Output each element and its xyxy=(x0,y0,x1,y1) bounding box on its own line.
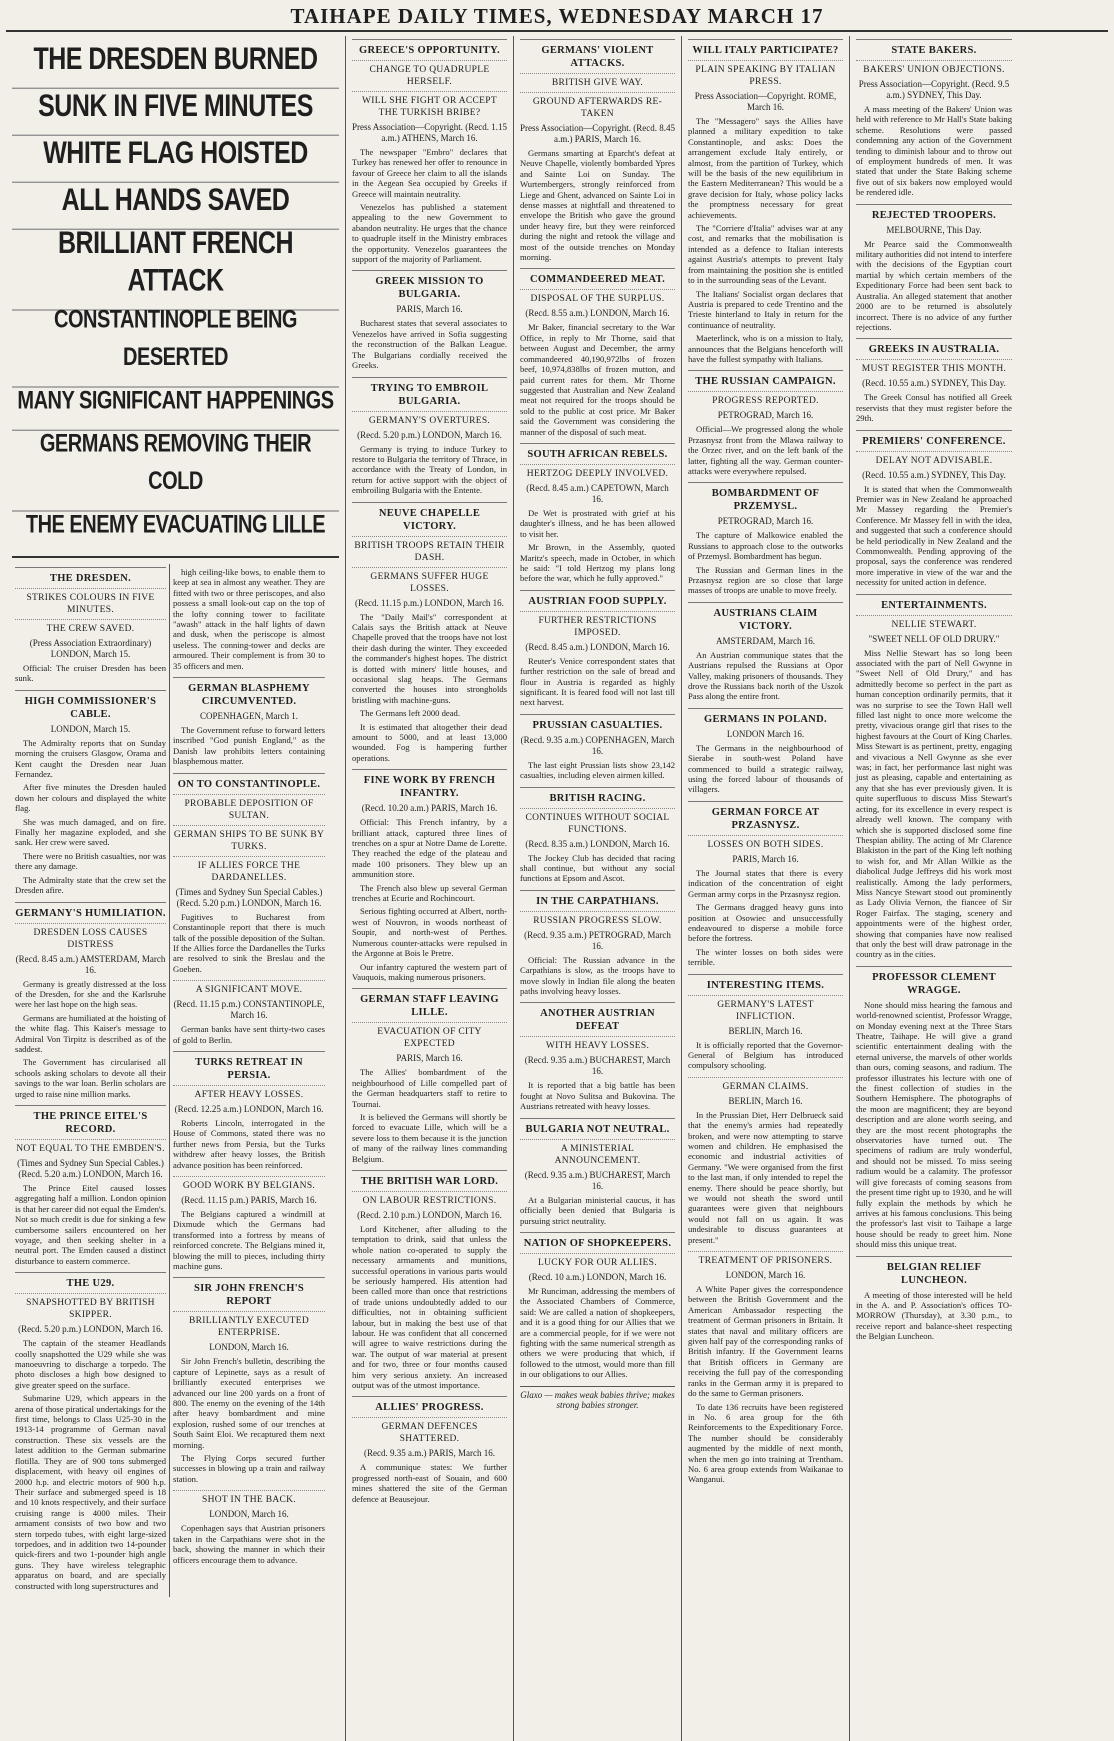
story-headline: COMMANDEERED MEAT. xyxy=(520,268,675,286)
story-subheading: CONTINUES WITHOUT SOCIAL FUNCTIONS. xyxy=(520,808,675,836)
story-paragraph: Mr Pearce said the Commonwealth military authorities did not intend to interfere with the decisions of the Egyptian court martial by which certain members of the Expeditionary Force had been sent back to Australia. An alleged statement that another 2000 are to be returned is absolutely incorrect. There is no advice of any further rejections. xyxy=(856,238,1012,332)
story-subheading: BRILLIANTLY EXECUTED ENTERPRISE. xyxy=(173,1311,325,1339)
story-paragraph: German banks have sent thirty-two cases of gold to Berlin. xyxy=(173,1024,325,1045)
story-dateline: Press Association—Copyright. (Recd. 8.45 a.m.) PARIS, March 16. xyxy=(520,123,675,144)
story-headline: STATE BAKERS. xyxy=(856,39,1012,57)
story-headline: AUSTRIAN FOOD SUPPLY. xyxy=(520,590,675,608)
story-subheading: GERMAN CLAIMS. xyxy=(688,1077,843,1093)
story-subheading: NOT EQUAL TO THE EMBDEN'S. xyxy=(15,1139,166,1155)
story-dateline: Press Association—Copyright. (Recd. 1.15 a.m.) ATHENS, March 16. xyxy=(352,122,507,143)
story-dateline: LONDON, March 16. xyxy=(209,1509,289,1520)
story-paragraph: None should miss hearing the famous and world-renowned scientist, Professor Wragge, on Monday evening next at the Three Stars Theatre, Taihape. He will give a grand scientific entertainment dealing with the eternal universe, the marvels of other worlds than ours, coming seasons, and radium. The professor illustrates his lecture with one of the finest collection of studies in the Southern Hemisphere. The photographs of the moon are magnificent; they are beyond description and are alone worth seeing, and they are the most recent photographs the observatories have turned out. The specimens of radium are truly wonderful, and should not be missed. To miss seeing radium would be a calamity. The professor will give forecasts of coming seasons from the present time right up to 1930, and he will fully explain the methods by which he arrives at his famous conclusions. This being the professor's last visit to Taihape a large house should be ready to greet him. None should miss this unique treat. xyxy=(856,999,1012,1250)
news-story xyxy=(688,801,843,968)
story-paragraph: Miss Nellie Stewart has so long been associated with the part of Nell Gwynne in "Sweet Nell of Old Drury," and has admittedly become so perfect in the part as human conception ordinarily permits, that it was no surprise to see the Town Hall well filled last night to once more welcome the pretty, vivacious orange girl that rises to the highest favours at the Court of King Charles. Miss Stewart is as pertinent, pretty, engaging and vivacious a Nell Gwynne as she ever was; in fact, her performance last night was just as pleasing, capable and entertaining as any that she has ever previously given. It is quite superfluous to discuss Miss Stewart's acting, for its excellence in every respect is already well known. The company with which she is supported disclosed some fine Thespian ability. The acting of Mr Clarence Blakiston in the part of the King left nothing to wish for, and Mr Allan Wilkie as the diabolical Judge Jeffreys did his work most realistically. Among the lady performers, Miss Nancye Stewart stood out prominently as Lady Olivia Vernon, the fiancee of Sir Roger Fairfax. The staging, scenery and appointments were of the highest order, showing that companies have now realised that only the best will draw patronage in the country as in the cities. xyxy=(856,647,1012,960)
story-subheading: STRIKES COLOURS IN FIVE MINUTES. xyxy=(15,588,166,616)
story-dateline: (Recd. 5.20 p.m.) LONDON, March 16. xyxy=(18,1324,163,1335)
news-story xyxy=(520,443,675,584)
story-dateline: LONDON March 16. xyxy=(726,728,805,739)
story-paragraph: An Austrian communique states that the Austrians repulsed the Russians at Opor Valley, making prisoners of thousands. They drove the Russians back north of the Uszok Pass along the entire front. xyxy=(688,649,843,702)
news-story xyxy=(520,268,675,436)
story-paragraph: Official: The Russian advance in the Carpathians is slow, as the troops have to move slowly in Indian file along the beaten paths involving heavy losses. xyxy=(520,954,675,997)
story-subheading: EVACUATION OF CITY EXPECTED xyxy=(352,1022,507,1050)
news-story xyxy=(520,1118,675,1226)
headline: THE ENEMY EVACUATING LILLE xyxy=(25,511,326,539)
story-paragraph: The Allies' bombardment of the neighbourhood of Lille compelled part of the German headquarters staff to retire to Tournai. xyxy=(352,1067,507,1109)
story-paragraph: Reuter's Venice correspondent states that further restriction on the sale of bread and flour in Austria is regarded as highly significant. It is feared food will not last till next harvest. xyxy=(520,655,675,708)
news-story xyxy=(688,482,843,595)
story-headline: ANOTHER AUSTRIAN DEFEAT xyxy=(520,1002,675,1033)
headline: MANY SIGNIFICANT HAPPENINGS xyxy=(12,372,339,431)
story-paragraph: She was much damaged, and on fire. Finally her magazine exploded, and she sank. Her crew were saved. xyxy=(15,816,166,848)
story-headline: GREECE'S OPPORTUNITY. xyxy=(352,39,507,57)
story-paragraph: Fugitives to Bucharest from Constantinople report that there is much talk of the possible deposition of the Sultan. If the Allies force the Dardanelles the Turks are resolved to sink the Breslau and the Goeben. xyxy=(173,911,325,974)
story-paragraph: The last eight Prussian lists show 23,142 casualties, including eleven airmen killed. xyxy=(520,759,675,781)
story-headline: THE PRINCE EITEL'S RECORD. xyxy=(15,1105,166,1136)
story-dateline: Press Association—Copyright. (Recd. 9.5 a.m.) SYDNEY, This Day. xyxy=(858,79,1010,100)
story-headline: GREEKS IN AUSTRALIA. xyxy=(856,338,1012,356)
story-dateline: (Recd. 10 a.m.) LONDON, March 16. xyxy=(528,1271,667,1282)
news-story xyxy=(352,270,507,370)
story-subheading: BRITISH GIVE WAY. xyxy=(520,73,675,89)
news-story xyxy=(15,567,166,684)
story-headline: TRYING TO EMBROIL BULGARIA. xyxy=(352,377,507,408)
news-story xyxy=(173,773,325,974)
story-paragraph: It is believed the Germans will shortly be forced to evacuate Lille, which will be a severe loss to them because it is the junction of many of the railway lines commanding Belgium. xyxy=(352,1111,507,1164)
news-story xyxy=(15,690,166,896)
story-paragraph: The Admiralty state that the crew set the Dresden afire. xyxy=(15,874,166,896)
story-headline: NEUVE CHAPELLE VICTORY. xyxy=(352,502,507,533)
story-paragraph: Lord Kitchener, after alluding to the temptation to drink, said that unless the whole nation co-operated to supply the necessary armaments and munitions, successful operations in various parts would be seriously hampered. His attention had been called more than once that restrictions of trade unions undoubtedly added to our difficulties, not in obtaining sufficient labour, but in making the best use of that labour. He was confident that all concerned will agree to waive restrictions during the war. The output of war material at present and for two, three or four months caused him very serious anxiety. An increased output was of the utmost importance. xyxy=(352,1223,507,1391)
headline: CONSTANTINOPLE BEING DESERTED xyxy=(12,291,339,387)
story-paragraph: The "Messagero" says the Allies have planned a military expedition to take Constantinople, and asks: Does the arrangement exclude Italy entirely, or almost, from the partition of Turkey, which will be the basis of the new equilibrium in the Eastern Mediterranean? This would be a grave decision for Italy, whose policy lacks the promptness necessary for great achievements. xyxy=(688,116,843,220)
story-headline: FINE WORK BY FRENCH INFANTRY. xyxy=(352,769,507,800)
story-dateline: (Recd. 11.15 p.m.) CONSTANTINOPLE, March 16. xyxy=(173,999,325,1021)
story-dateline: PETROGRAD, March 16. xyxy=(717,516,814,527)
story-paragraph: The "Corriere d'Italia" advises war at any cost, and remarks that the mobilisation is intended as a defence to Italian interests against Austria's attempts to prevent Italy from maintaining the position she is entitled to in the surrounding seas of the Levant. xyxy=(688,223,843,286)
headline: BRILLIANT FRENCH ATTACK xyxy=(12,214,339,310)
story-dateline: BERLIN, March 16. xyxy=(728,1025,803,1036)
story-paragraph: A meeting of those interested will be held in the A. and P. Association's offices TO-MORROW (Thursday), at 3.30 p.m., to receive report and balance-sheet respecting the Belgian Luncheon. xyxy=(856,1289,1012,1342)
story-paragraph: Germany is trying to induce Turkey to restore to Bulgaria the territory of Thrace, in accordance with the Treaty of London, in return for active support with the object of embroiling Bulgaria with the Entente. xyxy=(352,443,507,496)
story-paragraph: Our infantry captured the western part of Vauquois, making numerous prisoners. xyxy=(352,961,507,982)
story-headline: PROFESSOR CLEMENT WRAGGE. xyxy=(856,966,1012,997)
story-dateline: (Recd. 11.15 p.m.) LONDON, March 16. xyxy=(355,597,504,608)
news-story xyxy=(352,1396,507,1504)
story-headline: BOMBARDMENT OF PRZEMYSL. xyxy=(688,482,843,513)
story-headline: THE DRESDEN. xyxy=(15,567,166,585)
story-dateline: COPENHAGEN, March 1. xyxy=(200,711,298,722)
story-paragraph: The Prince Eitel caused losses aggregating half a million. London opinion is that her career did not equal the Emden's. Not so much credit is due for sinking a few cumbersome sailers encountered on her voyage, and then seeking shelter in a neutral port. The Emden caused a distinct disturbance to eastern commerce. xyxy=(15,1182,166,1266)
story-headline: BRITISH RACING. xyxy=(520,787,675,805)
story-headline: THE BRITISH WAR LORD. xyxy=(352,1170,507,1188)
story-subheading: RUSSIAN PROGRESS SLOW. xyxy=(520,911,675,927)
story-paragraph: There were no British casualties, nor was there any damage. xyxy=(15,850,166,872)
column-4 xyxy=(682,36,850,1741)
news-story xyxy=(173,1277,325,1484)
story-paragraph: Mr Brown, in the Assembly, quoted Maritz's speech, made in October, in which he said: "I told Hertzog my plans long before the war, which he fully approved." xyxy=(520,542,675,584)
story-paragraph: Germany is greatly distressed at the loss of the Dresden, for she and the Karlsruhe were her last hope on the high seas. xyxy=(15,978,166,1010)
columns xyxy=(6,36,1108,1741)
story-subheading: BRITISH TROOPS RETAIN THEIR DASH. xyxy=(352,536,507,564)
story-paragraph: The newspaper "Embro" declares that Turkey has renewed her offer to renounce in favour of Greece her claim to all the islands in the Aegean Sea occupied by Greeks if Greece will maintain neutrality. xyxy=(352,147,507,199)
news-story xyxy=(520,890,675,997)
story-subheading: PROGRESS REPORTED. xyxy=(688,391,843,407)
column-1a xyxy=(12,564,170,1597)
story-subheading: WILL SHE FIGHT OR ACCEPT THE TURKISH BRIBE? xyxy=(352,91,507,119)
story-headline: THE RUSSIAN CAMPAIGN. xyxy=(688,370,843,388)
story-headline: GERMANS' VIOLENT ATTACKS. xyxy=(520,39,675,70)
news-story xyxy=(856,594,1012,960)
story-dateline: (Recd. 9.35 a.m.) COPENHAGEN, March 16. xyxy=(520,734,675,756)
story-subheading: HERTZOG DEEPLY INVOLVED. xyxy=(520,464,675,480)
column-2 xyxy=(346,36,514,1741)
story-paragraph: The Belgians captured a windmill at Dixmude which the Germans had transformed into a fortress by means of reinforced concrete. The Belgians mined it, blowing the mill to pieces, including thirty machine guns. xyxy=(173,1208,325,1271)
story-subheading: DRESDEN LOSS CAUSES DISTRESS xyxy=(15,923,166,951)
story-subheading: BAKERS' UNION OBJECTIONS. xyxy=(856,60,1012,76)
story-dateline: (Recd. 10.55 a.m.) SYDNEY, This Day. xyxy=(862,469,1006,480)
story-paragraph: The Admiralty reports that on Sunday morning the cruisers Glasgow, Orama and Kent caught the Dresden near Juan Fernandez. xyxy=(15,737,166,780)
news-story xyxy=(688,1251,843,1485)
column-5 xyxy=(850,36,1018,1741)
news-story xyxy=(856,39,1012,198)
story-paragraph: A mass meeting of the Bakers' Union was held with reference to Mr Hall's State baking scheme. Resolutions were passed condemning any action of the Government tending to diminish labour and to throw out of employment hundreds of men. It was stated that under the State Baking scheme five out of six bakers now employed would be rendered idle. xyxy=(856,104,1012,198)
story-dateline: LONDON, March 16. xyxy=(725,1270,806,1281)
glaxo-advert: Glaxo — makes weak babies thrive; makes strong babies stronger. xyxy=(520,1386,675,1410)
story-headline: ENTERTAINMENTS. xyxy=(856,594,1012,612)
news-story xyxy=(520,590,675,708)
story-paragraph: The Germans left 2000 dead. xyxy=(360,708,460,719)
story-dateline: LONDON, March 16. xyxy=(209,1342,289,1353)
story-paragraph: Bucharest states that several associates to Venezelos have arrived in Sofia suggesting the reconstruction of the Balkan League. The Bulgarians cordially received the Greeks. xyxy=(352,318,507,371)
story-headline: PRUSSIAN CASUALTIES. xyxy=(520,714,675,732)
story-paragraph: In the Prussian Diet, Herr Delbrueck said that the enemy's armies had repeatedly broken, and were now attempting to starve women and children. He emphasised the economic and industrial activities of Germany. "We were organised from the first to the last man, if only intended to repel the enemy. There should be peace shortly, but we would not sheath the sword until guarantees were given that neighbours would not fall on us again. It was undesirable to discuss guarantees at present." xyxy=(688,1109,843,1245)
story-subheading: ON LABOUR RESTRICTIONS. xyxy=(352,1191,507,1207)
news-story xyxy=(688,708,843,795)
story-headline: SIR JOHN FRENCH'S REPORT xyxy=(173,1277,325,1308)
story-paragraph: Mr Baker, financial secretary to the War Office, in reply to Mr Thorne, said that between August and December, the army commandeered 40,190,972lbs of frozen beef, 10,974,838lbs of frozen mutton, and paid current rates for them. Mr Thorne suggested that Australian and New Zealand meat not required for the troops should be sold to the public at cost price. Mr Baker said the Government was considering the manner of the disposal of such meat. xyxy=(520,322,675,437)
news-story xyxy=(856,430,1012,588)
story-paragraph: The "Daily Mail's" correspondent at Calais says the British attack at Neuve Chapelle proved that the troops have not lost their dash during the winter. They exceeded the commander's highest hopes. The district is dotted with miners' little houses, and occasional slag heaps. The Germans converted the houses into strongholds bristling with machine-guns. xyxy=(352,611,507,705)
story-dateline: (Recd. 2.10 p.m.) LONDON, March 16. xyxy=(357,1209,502,1220)
news-story xyxy=(352,988,507,1164)
story-subheading: DISPOSAL OF THE SURPLUS. xyxy=(520,289,675,305)
news-story xyxy=(520,1232,675,1380)
story-paragraph: Serious fighting occurred at Albert, north-west of Nouvron, in woods northeast of Soupir, and north-west of Perthes. Numerous counter-attacks were repulsed in the Argonne at Bois le Pretre. xyxy=(352,906,507,959)
story-headline: HIGH COMMISSIONER'S CABLE. xyxy=(15,690,166,721)
headline: ALL HANDS SAVED xyxy=(12,171,339,230)
story-paragraph: Germans are humiliated at the hoisting of the white flag. This Kaiser's message to Admiral Von Tirpitz is described as of the saddest. xyxy=(15,1012,166,1054)
story-paragraph: Mr Runciman, addressing the members of the Associated Chambers of Commerce, said: We are called a nation of shopkeepers, and it is a good thing for our Allies that we are a commercial people, for if we were not fighting with the same numerical strength as others we were producing that which, if followed to the utmost, would more than fill in our obligations to our Allies. xyxy=(520,1285,675,1380)
news-story xyxy=(856,966,1012,1250)
news-story xyxy=(173,1176,325,1271)
story-dateline: (Recd. 10.55 a.m.) SYDNEY, This Day. xyxy=(862,378,1006,389)
story-paragraph: Venezelos has published a statement appealing to the new Government to abandon neutrality. He urges that the chance to quadruple itself in the Ministry embraces the opportunity. Venezelos guarantees the support of the majority of Parliament. xyxy=(352,202,507,265)
story-headline: GREEK MISSION TO BULGARIA. xyxy=(352,270,507,301)
story-subheading: NELLIE STEWART. xyxy=(856,615,1012,631)
story-paragraph: It is officially reported that the Governor-General of Belgium has introduced compulsory schooling. xyxy=(688,1039,843,1071)
story-dateline: (Recd. 11.15 p.m.) PARIS, March 16. xyxy=(181,1194,317,1205)
story-subheading: DELAY NOT ADVISABLE. xyxy=(856,451,1012,467)
story-subheading: THE CREW SAVED. xyxy=(15,619,166,635)
story-dateline: AMSTERDAM, March 16. xyxy=(716,635,815,646)
story-paragraph: The Germans in the neighbourhood of Sierabe in south-west Poland have commenced to build a strategic railway, using the forced labour of thousands of villagers. xyxy=(688,742,843,795)
news-story xyxy=(688,370,843,476)
story-dateline: PARIS, March 16. xyxy=(732,853,799,864)
news-story xyxy=(688,602,843,702)
news-story xyxy=(520,787,675,884)
news-story xyxy=(173,980,325,1045)
story-dateline: (Recd. 8.45 a.m.) LONDON, March 16. xyxy=(525,641,670,652)
story-paragraph: Roberts Lincoln, interrogated in the House of Commons, stated there was no further news from Persia, but the Turks withdrew after heavy losses, the British advance position has been reinforced. xyxy=(173,1117,325,1170)
story-dateline: (Recd. 9.35 a.m.) PARIS, March 16. xyxy=(364,1448,495,1459)
story-paragraph: The winter losses on both sides were terrible. xyxy=(688,946,843,968)
story-headline: GERMANS IN POLAND. xyxy=(688,708,843,726)
column-1-subcolumns xyxy=(12,564,339,1597)
headline: WHITE FLAG HOISTED xyxy=(12,124,339,183)
news-story xyxy=(352,769,507,982)
story-paragraph: The Germans dragged heavy guns into position at Osowiec and unsuccessfully endeavoured to disperse a mobile force before the fortress. xyxy=(688,902,843,944)
story-paragraph: Sir John French's bulletin, describing the capture of Lepinette, says as a result of brilliantly executed enterprises we advanced our line 200 yards on a front of 800. The enemy on the evening of the 14th after heavy bombardment and mine explosion, rushed some of our trenches at South Saint Eloi. We recaptured them next morning. xyxy=(173,1356,325,1450)
story-headline: SOUTH AFRICAN REBELS. xyxy=(520,443,675,461)
story-paragraph: The Journal states that there is every indication of the concentration of eight German army corps in the Przasnysz region. xyxy=(688,867,843,899)
story-dateline: (Recd. 8.55 a.m.) LONDON, March 16. xyxy=(525,308,670,319)
news-story xyxy=(15,1105,166,1266)
story-dateline: (Recd. 9.35 a.m.) BUCHAREST, March 16. xyxy=(524,1055,671,1077)
story-headline: THE U29. xyxy=(15,1272,166,1290)
story-headline: ALLIES' PROGRESS. xyxy=(352,1396,507,1414)
news-story xyxy=(352,39,507,264)
story-dateline: (Recd. 8.45 a.m.) CAPETOWN, March 16. xyxy=(526,482,669,504)
story-paragraph: The Government has circularised all schools asking scholars to devote all their savings to the war loan. Berlin scholars are urged to raise nine million marks. xyxy=(15,1057,166,1099)
story-dateline: (Recd. 9.35 a.m.) BUCHAREST, March 16. xyxy=(524,1169,671,1191)
story-paragraph: Copenhagen says that Austrian prisoners taken in the Carpathians were shot in the back, showing the manner in which their officers encourage them to advance. xyxy=(173,1523,325,1565)
story-subheading: FURTHER RESTRICTIONS IMPOSED. xyxy=(520,611,675,639)
story-headline: ON TO CONSTANTINOPLE. xyxy=(173,773,325,791)
story-headline: BULGARIA NOT NEUTRAL. xyxy=(520,1118,675,1136)
story-headline: PREMIERS' CONFERENCE. xyxy=(856,430,1012,448)
story-paragraph: Maeterlinck, who is on a mission to Italy, announces that the Belgians henceforth will have the fullest sympathy with Italians. xyxy=(688,333,843,364)
story-headline: WILL ITALY PARTICIPATE? xyxy=(688,39,843,57)
story-headline: GERMAN BLASPHEMY CIRCUMVENTED. xyxy=(173,677,325,708)
story-dateline: (Recd. 8.45 a.m.) AMSTERDAM, March 16. xyxy=(15,953,166,975)
story-dateline: (Recd. 8.35 a.m.) LONDON, March 16. xyxy=(525,838,670,849)
news-story xyxy=(856,338,1012,423)
story-paragraph: At a Bulgarian ministerial caucus, it has officially been denied that Bulgaria is pursuing strict neutrality. xyxy=(520,1194,675,1226)
story-subheading: GERMAN SHIPS TO BE SUNK BY TURKS. xyxy=(173,825,325,853)
news-story xyxy=(520,1002,675,1111)
story-subheading: CHANGE TO QUADRUPLE HERSELF. xyxy=(352,60,507,88)
story-paragraph: To date 136 recruits have been registered in No. 6 area group for the 6th Reinforcements to the Expeditionary Force. The number should be considerably augmented by the middle of next month, when the men go into training at Trentham. No. 6 area group extends from Waikanae to Wanganui. xyxy=(688,1401,843,1485)
story-dateline: MELBOURNE, This Day. xyxy=(886,224,982,235)
story-subheading: PLAIN SPEAKING BY ITALIAN PRESS. xyxy=(688,60,843,88)
story-headline: NATION OF SHOPKEEPERS. xyxy=(520,1232,675,1250)
story-subheading: LUCKY FOR OUR ALLIES. xyxy=(520,1253,675,1269)
story-headline: INTERESTING ITEMS. xyxy=(688,974,843,992)
story-paragraph: A White Paper gives the correspondence between the British Government and the American Ambassador respecting the treatment of German prisoners in Britain. It states that naval and military officers are given half pay of the corresponding ranks of British infantry. If the Government learns that British officers in Germany are receiving the full pay of the corresponding ranks in the German army it is prepared to do the same to German prisoners. xyxy=(688,1284,843,1399)
story-dateline: (Times and Sydney Sun Special Cables.) (Recd. 5.20 a.m.) LONDON, March 16. xyxy=(17,1157,164,1179)
story-headline: REJECTED TROOPERS. xyxy=(856,204,1012,222)
story-paragraph: The Greek Consul has notified all Greek reservists that they must register before the 29th. xyxy=(856,392,1012,424)
story-subheading: GROUND AFTERWARDS RE-TAKEN xyxy=(520,92,675,120)
story-paragraph: It is estimated that altogether their dead amount to 5000, and at least 13,000 wounded. Fog is hampering further operations. xyxy=(352,721,507,763)
news-story xyxy=(15,1272,166,1591)
story-paragraph: high ceiling-like bows, to enable them to keep at sea in almost any weather. They are fitted with two or three periscopes, and also possess a small look-out cap on the top of the lofty conning tower to facilitate "awash" attack in the half lights of dawn and dusk, when the periscope is almost useless. The conning-tower and decks are armoured. Their complement is from 30 to 35 officers and men. xyxy=(173,567,325,671)
story-dateline: (Press Association Extraordinary) LONDON, March 15. xyxy=(29,638,152,659)
story-subheading: SHOT IN THE BACK. xyxy=(173,1490,325,1506)
news-story xyxy=(15,902,166,1099)
story-paragraph: A communique states: We further progressed north-east of Souain, and 600 mines shattered the site of the German defence at Beausejour. xyxy=(352,1462,507,1504)
story-subheading: GERMANS SUFFER HUGE LOSSES. xyxy=(352,567,507,595)
story-paragraph: Submarine U29, which appears in the arena of those piratical undertakings for the first time, belongs to Class U25-30 in the 1913-14 programme of German naval construction. These six vessels are the latest addition to the German submarine flotilla. They are of 900 tons submerged displacement, with heavy oil engines of 2000 h.p. and electric motors of 900 h.p. Their surface and submerged speed is 18 and 10 knots respectively, and their surface cruising range is 4000 miles. Their armament consists of two bow and two stern torpedo tubes, with eight large-sized torpedoes, and in addition two 14-pounder quick-firers and two 1-pounder high angle guns. They have wireless telegraphic apparatus on board, and are specially constructed with long superstructures and xyxy=(15,1393,166,1591)
story-paragraph: The Italians' Socialist organ declares that Austria is prepared to cede Trentino and the Trieste hinterland to Italy in return for the continuance of neutrality. xyxy=(688,288,843,330)
story-dateline: LONDON, March 15. xyxy=(50,723,131,734)
story-headline: TURKS RETREAT IN PERSIA. xyxy=(173,1051,325,1082)
story-paragraph: The captain of the steamer Headlands coolly snapshotted the U29 while she was manoeuvring to discharge a torpedo. The photo discloses a high bow designed to give greater speed on the surface. xyxy=(15,1338,166,1390)
story-subheading: GERMANY'S OVERTURES. xyxy=(352,411,507,427)
news-story xyxy=(173,567,325,671)
story-paragraph: The Flying Corps secured further successes in blowing up a train and railway station. xyxy=(173,1453,325,1484)
story-paragraph: Official: This French infantry, by a brilliant attack, captured three lines of trenches on a spur at Notre Dame de Lorette. They reached the edge of the plateau and made 100 prisoners. They blew up an ammunition store. xyxy=(352,817,507,880)
story-subheading: MUST REGISTER THIS MONTH. xyxy=(856,359,1012,375)
story-dateline: (Recd. 5.20 p.m.) LONDON, March 16. xyxy=(357,429,502,440)
story-headline: GERMAN STAFF LEAVING LILLE. xyxy=(352,988,507,1019)
headline: GERMANS REMOVING THEIR COLD xyxy=(12,415,339,511)
story-dateline: "SWEET NELL OF OLD DRURY." xyxy=(868,633,1000,644)
news-story xyxy=(856,1256,1012,1342)
story-paragraph: De Wet is prostrated with grief at his daughter's illness, and he has been allowed to visit her. xyxy=(520,507,675,539)
masthead: TAIHAPE DAILY TIMES, WEDNESDAY MARCH 17 xyxy=(6,4,1108,32)
story-paragraph: Germans smarting at Eparcht's defeat at Neuve Chapelle, violently bombarded Ypres and Sainte Loi on Sunday. The Wurtembergers, strongly reinforced from Liege and Ghent, advanced on Sainte Loi in dense masses at nightfall and threatened to envelope the British who gave the ground under heavy fire, but they were reinforced during the night and retook the village and most of the outside trenches on Monday morning. xyxy=(520,148,675,263)
news-story xyxy=(688,1077,843,1245)
story-headline: BELGIAN RELIEF LUNCHEON. xyxy=(856,1256,1012,1287)
story-paragraph: Official—We progressed along the whole Przasnysz front from the Mlawa railway to the Orzec river, and on the left bank of the latter, fighting all the way. German counter-attacks were everywhere repulsed. xyxy=(688,424,843,476)
story-subheading: GOOD WORK BY BELGIANS. xyxy=(173,1176,325,1192)
story-headline: AUSTRIANS CLAIM VICTORY. xyxy=(688,602,843,633)
column-1 xyxy=(6,36,346,1741)
story-subheading: LOSSES ON BOTH SIDES. xyxy=(688,835,843,851)
news-story xyxy=(856,204,1012,333)
news-story xyxy=(520,714,675,781)
story-subheading: A MINISTERIAL ANNOUNCEMENT. xyxy=(520,1139,675,1167)
story-subheading: IF ALLIES FORCE THE DARDANELLES. xyxy=(173,856,325,884)
news-story xyxy=(688,39,843,364)
story-dateline: PETROGRAD, March 16. xyxy=(717,410,814,421)
news-story xyxy=(173,677,325,767)
story-dateline: PARIS, March 16. xyxy=(396,1053,463,1064)
story-paragraph: The Jockey Club has decided that racing shall continue, but without any social functions at Epsom and Ascot. xyxy=(520,852,675,884)
story-dateline: (Recd. 9.35 a.m.) PETROGRAD, March 16. xyxy=(524,929,671,951)
story-subheading: PROBABLE DEPOSITION OF SULTAN. xyxy=(173,794,325,822)
news-story xyxy=(688,974,843,1071)
story-paragraph: Official: The cruiser Dresden has been sunk. xyxy=(15,663,166,684)
story-paragraph: It is reported that a big battle has been fought at Novo Sulitsa and Bukovina. The Austrians retreated with heavy losses. xyxy=(520,1080,675,1112)
story-subheading: TREATMENT OF PRISONERS. xyxy=(688,1251,843,1267)
story-dateline: (Recd. 10.20 a.m.) PARIS, March 16. xyxy=(361,803,498,814)
story-subheading: AFTER HEAVY LOSSES. xyxy=(173,1085,325,1101)
headline: SUNK IN FIVE MINUTES xyxy=(12,77,339,136)
headline: THE DRESDEN BURNED xyxy=(12,36,339,89)
story-paragraph: It is stated that when the Commonwealth Premier was in New Zealand he approached Mr Massey regarding the Premier's Conference. Mr Massey fell in with the idea, and suggested that such a conference should be held periodically in New Zealand and the Commonwealth. Pending approving of the proposal, says the conference was rendered more imperative in view of the war and the necessity for united action in defence. xyxy=(856,483,1012,588)
news-story xyxy=(520,39,675,262)
column-3 xyxy=(514,36,682,1741)
news-story xyxy=(352,1170,507,1391)
story-dateline: (Recd. 12.25 a.m.) LONDON, March 16. xyxy=(174,1103,324,1114)
story-paragraph: The Russian and German lines in the Przasnysz region are so close that large masses of troops are unable to move freely. xyxy=(688,564,843,596)
story-subheading: WITH HEAVY LOSSES. xyxy=(520,1036,675,1052)
story-dateline: PARIS, March 16. xyxy=(396,304,463,315)
story-paragraph: The French also blew up several German trenches at Ecurie and Rochincourt. xyxy=(352,882,507,904)
news-story xyxy=(173,1490,325,1565)
story-dateline: BERLIN, March 16. xyxy=(728,1095,803,1106)
news-story xyxy=(352,377,507,496)
headline-stack xyxy=(12,36,339,558)
story-headline: IN THE CARPATHIANS. xyxy=(520,890,675,908)
story-headline: GERMAN FORCE AT PRZASNYSZ. xyxy=(688,801,843,832)
story-subheading: A SIGNIFICANT MOVE. xyxy=(173,980,325,996)
story-headline: GERMANY'S HUMILIATION. xyxy=(15,902,166,920)
news-story xyxy=(352,502,507,764)
story-paragraph: After five minutes the Dresden hauled down her colours and displayed the white flag. xyxy=(15,782,166,814)
story-paragraph: The capture of Malkowice enabled the Russians to approach close to the outworks of Przemysl. Bombardment has begun. xyxy=(688,530,843,562)
story-subheading: SNAPSHOTTED BY BRITISH SKIPPER. xyxy=(15,1293,166,1321)
story-subheading: GERMANY'S LATEST INFLICTION. xyxy=(688,995,843,1023)
story-dateline: (Times and Sydney Sun Special Cables.) (Recd. 5.20 p.m.) LONDON, March 16. xyxy=(175,886,323,908)
story-paragraph: The Government refuse to forward letters inscribed "God punish England," as the Danish law prohibits letters containing blasphemous matter. xyxy=(173,725,325,767)
story-dateline: Press Association—Copyright. ROME, March 16. xyxy=(694,91,837,112)
story-subheading: GERMAN DEFENCES SHATTERED. xyxy=(352,1417,507,1445)
news-story xyxy=(173,1051,325,1170)
column-1b xyxy=(170,564,328,1597)
